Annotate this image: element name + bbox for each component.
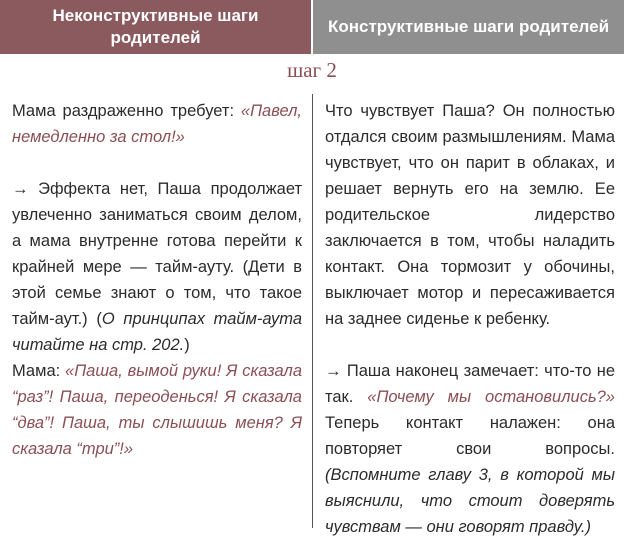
right-p2-text: → Паша наконец замечает: что-то не так. xyxy=(325,362,615,406)
step-label: шаг 2 xyxy=(287,58,337,82)
right-column xyxy=(325,98,615,540)
table-header xyxy=(0,0,624,54)
left-p2-close: ) xyxy=(184,336,190,354)
right-paragraph-2 xyxy=(325,358,615,540)
column-divider xyxy=(312,94,313,528)
left-p2-text: → Эффекта нет, Паша продолжает увлеченно заниматься своим делом, а мама внутренне готова перейти к крайней мере — тайм-ауту. (Дети в этой семье знают о том, что такое тайм-аут.) ( xyxy=(12,180,302,328)
right-p2-text2: Теперь контакт налажен: она повторяет свои вопросы. xyxy=(325,414,615,458)
left-p3-quote: «Паша, вымой руки! Я сказала “раз”! Паша, переоденься! Я сказала “два”! Паша, ты слышишь меня? Я сказала “три”!» xyxy=(12,362,303,458)
right-p2-quote: «Почему мы остановились?» xyxy=(367,388,615,406)
header-unconstructive: Неконструктивные шаги родителей xyxy=(0,0,311,54)
left-paragraph-2 xyxy=(12,176,302,358)
right-p2-note: (Вспомните главу 3, в которой мы выяснили, что стоит доверять чувствам — они говорят правду.) xyxy=(325,466,615,536)
left-paragraph-3 xyxy=(12,358,302,462)
left-p3-text: Мама: xyxy=(12,362,66,380)
left-column xyxy=(12,98,302,462)
left-p1-quote: «Павел, немедленно за стол!» xyxy=(12,102,302,146)
header-constructive: Конструктивные шаги родителей xyxy=(311,0,624,54)
left-paragraph-1 xyxy=(12,98,302,150)
right-paragraph-1: Что чувствует Паша? Он полностью отдался своим размышлениям. Мама чувствует, что он парит в облаках, и решает вернуть его на землю. Ее родительское лидерство заключается в том, чтобы наладить контакт. Она тормозит у обочины, выключает мотор и пересаживается на заднее сиденье к ребенку. xyxy=(325,102,615,328)
left-p1-text: Мама раздраженно требует: xyxy=(12,102,241,120)
left-p2-ref: О принципах тайм-аута читайте на стр. 202. xyxy=(12,310,303,354)
